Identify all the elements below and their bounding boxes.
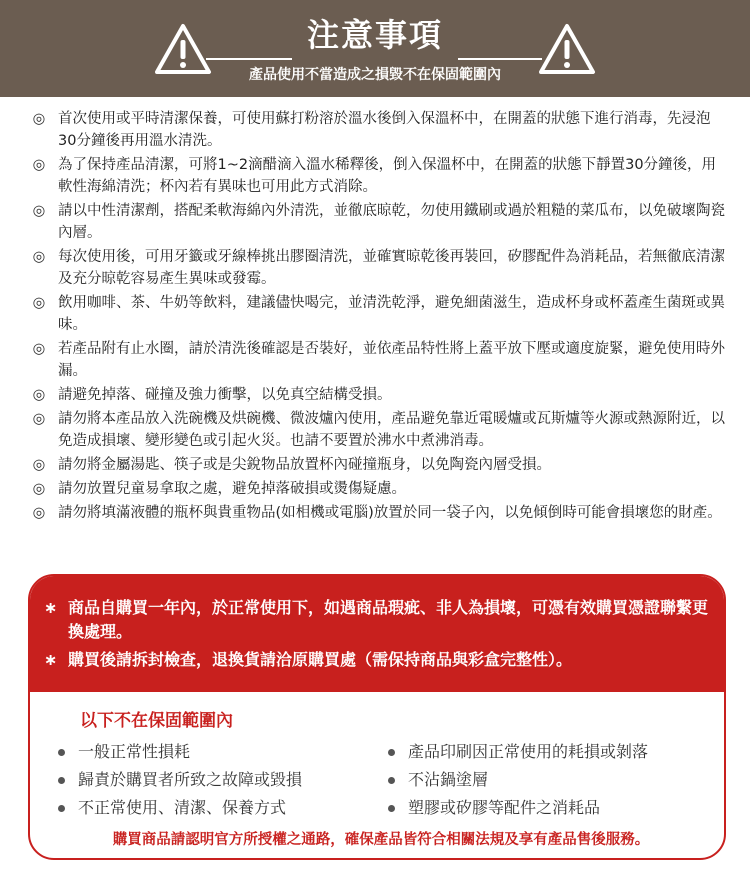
note-text: 請以中性清潔劑，搭配柔軟海綿內外清洗，並徹底晾乾，勿使用鐵刷或過於粗糙的菜瓜布，以免破壞陶瓷內層。 <box>58 203 725 241</box>
note-text: 若產品附有止水圈，請於清洗後確認是否裝好，並依產品特性將上蓋平放下壓或適度旋緊，避免使用時外漏。 <box>58 341 725 379</box>
list-item <box>56 738 376 766</box>
page-title: 注意事項 <box>306 16 443 54</box>
warranty-banner <box>30 576 724 692</box>
bullet-mark: ◎ <box>32 457 46 473</box>
bullet-mark: ◎ <box>32 157 46 173</box>
list-item <box>28 384 728 406</box>
bullet-mark: ◎ <box>32 203 46 219</box>
note-text: 請勿將本產品放入洗碗機及烘碗機、微波爐內使用，產品避免靠近電暖爐或瓦斯爐等火源或熱源附近，以免造成損壞、變形變色或引起火災。也請不要置於沸水中煮沸消毒。 <box>58 411 725 449</box>
notice-header <box>0 0 750 97</box>
bullet-mark: ◎ <box>32 411 46 427</box>
exclusion-text: 不正常使用、清潔、保養方式 <box>78 798 287 817</box>
list-item <box>28 408 728 452</box>
divider <box>458 58 542 60</box>
warranty-box <box>28 574 726 860</box>
exclusion-text: 一般正常性損耗 <box>78 742 191 761</box>
note-text: 請勿將金屬湯匙、筷子或是尖銳物品放置杯內碰撞瓶身，以免陶瓷內層受損。 <box>58 457 551 473</box>
list-item <box>28 338 728 382</box>
exclusion-text: 不沾鍋塗層 <box>408 770 489 789</box>
warranty-line <box>44 596 710 644</box>
bullet-mark: ◎ <box>32 481 46 497</box>
warranty-line <box>44 648 710 672</box>
exclusions-left-column <box>56 738 376 822</box>
list-item <box>28 200 728 244</box>
note-text: 每次使用後，可用牙籤或牙線棒挑出膠圈清洗，並確實晾乾後再裝回，矽膠配件為消耗品，若無徹底清潔及充分晾乾容易產生異味或發霉。 <box>58 249 725 287</box>
list-item <box>28 454 728 476</box>
note-text: 飲用咖啡、茶、牛奶等飲料，建議儘快喝完，並清洗乾淨，避免細菌滋生，造成杯身或杯蓋產生菌斑或異味。 <box>58 295 725 333</box>
bullet-dot-icon <box>58 749 65 756</box>
exclusion-text: 塑膠或矽膠等配件之消耗品 <box>408 798 601 817</box>
exclusions-title: 以下不在保固範圍內 <box>80 711 233 731</box>
list-item <box>28 246 728 290</box>
list-item <box>28 154 728 198</box>
exclusion-text: 產品印刷因正常使用的耗損或剝落 <box>408 742 649 761</box>
bullet-mark: ◎ <box>32 295 46 311</box>
page-subtitle: 產品使用不當造成之損毀不在保固範圍內 <box>249 67 501 83</box>
list-item <box>28 108 728 152</box>
exclusion-text: 歸責於購買者所致之故障或毀損 <box>78 770 303 789</box>
note-text: 為了保持產品清潔，可將1~2滴醋滴入溫水稀釋後，倒入保溫杯中，在開蓋的狀態下靜置30分鐘後，用軟性海綿清洗；杯內若有異味也可用此方式消除。 <box>58 157 717 195</box>
bullet-mark: ◎ <box>32 249 46 265</box>
list-item <box>56 794 376 822</box>
bullet-dot-icon <box>388 805 395 812</box>
list-item <box>28 292 728 336</box>
authorized-channel-note: 購買商品請認明官方所授權之通路，確保產品皆符合相關法規及享有產品售後服務。 <box>112 832 650 848</box>
notes-list <box>28 108 728 526</box>
warranty-text: 購買後請拆封檢查，退換貨請洽原購買處（需保持商品與彩盒完整性）。 <box>68 650 573 669</box>
bullet-mark: ◎ <box>32 505 46 521</box>
bullet-dot-icon <box>388 749 395 756</box>
bullet-dot-icon <box>388 777 395 784</box>
list-item <box>28 478 728 500</box>
note-text: 請勿放置兒童易拿取之處，避免掉落破損或燙傷疑慮。 <box>58 481 406 497</box>
bullet-mark: ◎ <box>32 111 46 127</box>
list-item <box>386 794 716 822</box>
list-item <box>386 738 716 766</box>
exclusions-right-column <box>386 738 716 822</box>
asterisk-icon: ∗ <box>44 650 58 669</box>
divider <box>206 58 292 60</box>
list-item <box>56 766 376 794</box>
bullet-dot-icon <box>58 805 65 812</box>
list-item <box>28 502 728 524</box>
bullet-mark: ◎ <box>32 387 46 403</box>
asterisk-icon: ∗ <box>44 598 58 617</box>
note-text: 首次使用或平時清潔保養，可使用蘇打粉溶於溫水後倒入保溫杯中，在開蓋的狀態下進行消毒，先浸泡30分鐘後再用溫水清洗。 <box>58 111 711 149</box>
list-item <box>386 766 716 794</box>
bullet-mark: ◎ <box>32 341 46 357</box>
warranty-text: 商品自購買一年內，於正常使用下，如遇商品瑕疵、非人為損壞，可憑有效購買憑證聯繫更換處理。 <box>68 598 709 641</box>
bullet-dot-icon <box>58 777 65 784</box>
note-text: 請勿將填滿液體的瓶杯與貴重物品(如相機或電腦)放置於同一袋子內，以免傾倒時可能會損壞您的財產。 <box>58 505 722 521</box>
note-text: 請避免掉落、碰撞及強力衝擊，以免真空結構受損。 <box>58 387 392 403</box>
